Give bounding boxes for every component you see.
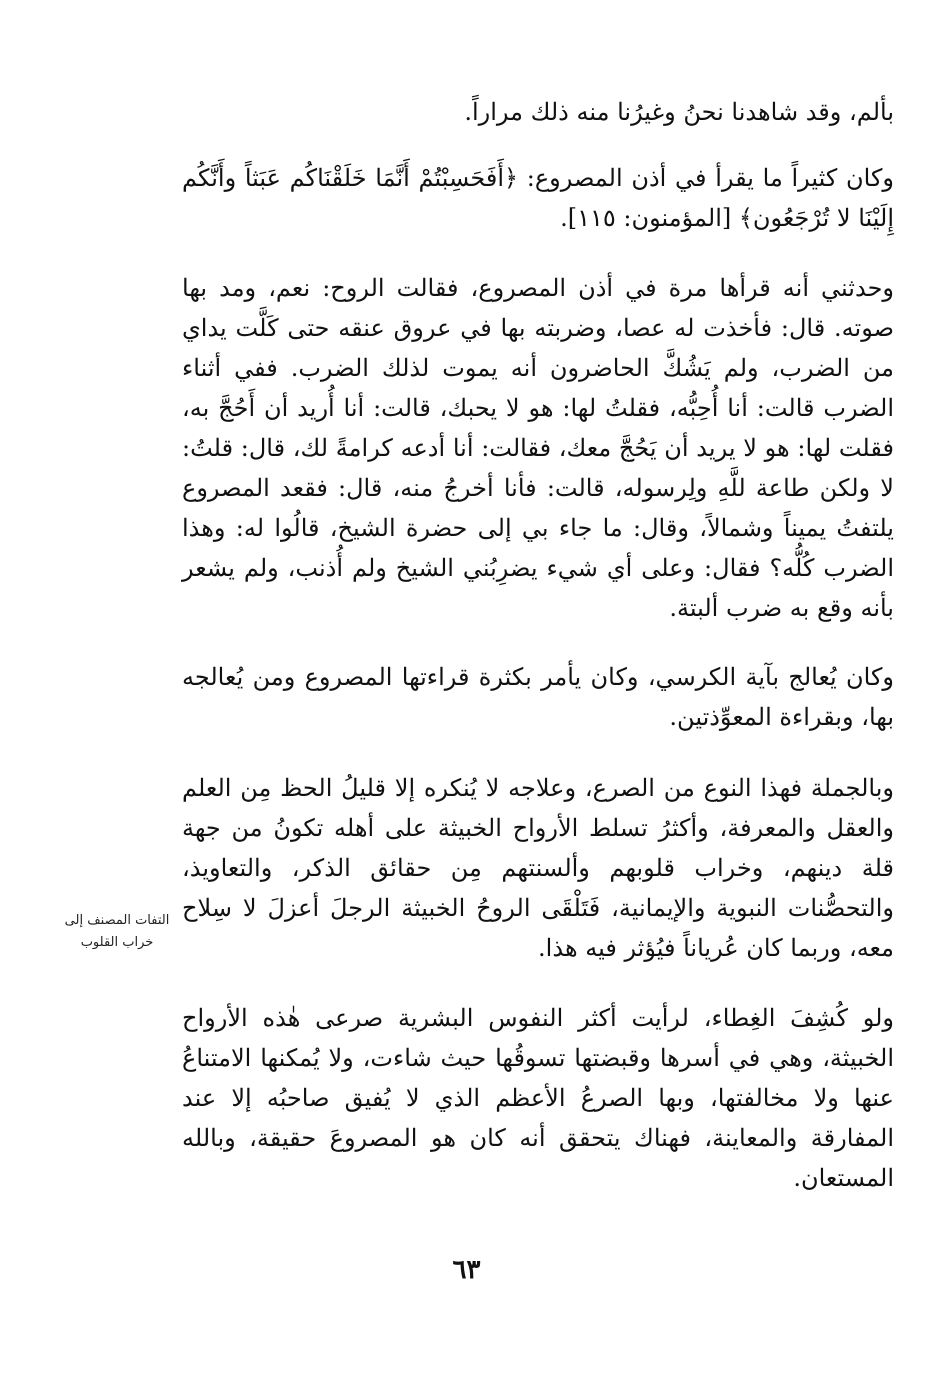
paragraph-4: وكان يُعالج بآية الكرسي، وكان يأمر بكثرة قراءتها المصروع ومن يُعالجه بها، وبقراءة المعوِّذتين.	[182, 663, 894, 731]
margin-note: التفات المصنف إلى خراب القلوب	[64, 913, 170, 950]
paragraph-1: بألم، وقد شاهدنا نحنُ وغيرُنا منه ذلك مراراً.	[464, 98, 894, 126]
paragraph-5: وبالجملة فهذا النوع من الصرع، وعلاجه لا يُنكره إلا قليلُ الحظ مِن العلم والعقل والمعرفة، وأكثرُ تسلط الأرواح الخبيثة على أهله تكونُ من جهة قلة دينهم، وخراب قلوبهم وألسنتهم مِن حقائق الذكر، والتعاويذ، والتحصُّنات النبوية والإيمانية، فَتَلْقَى الروحُ الخبيثة الرجلَ أعزلَ لا سِلاح معه، وربما كان عُرياناً فيُؤثر فيه هذا.	[182, 774, 894, 962]
paragraph-3: وحدثني أنه قرأها مرة في أذن المصروع، فقالت الروح: نعم، ومد بها صوته. قال: فأخذت له عصا، وضربته بها في عروق عنقه حتى كَلَّت يداي من الضرب، ولم يَشُكَّ الحاضرون أنه يموت لذلك الضرب. ففي أثناء الضرب قالت: أنا أُحِبُّه، فقلتُ لها: هو لا يحبك، قالت: أنا أُريد أن أَحُجَّ به، فقلت لها: هو لا يريد أن يَحُجَّ معك، فقالت: أنا أدعه كرامةً لك، قال: قلتُ: لا ولكن طاعة للَّهِ ولِرسوله، قالت: فأنا أخرجُ منه، قال: فقعد المصروع يلتفتُ يميناً وشمالاً، وقال: ما جاء بي إلى حضرة الشيخ، قالُوا له: وهذا الضرب كُلُّه؟ فقال: وعلى أي شيء يضرِبُني الشيخ ولم أُذنب، ولم يشعر بأنه وقع به ضرب ألبتة.	[182, 274, 894, 622]
paragraph-2-quran-quote: وكان كثيراً ما يقرأ في أذن المصروع: ﴿أَفَحَسِبْتُمْ أَنَّمَا خَلَقْنَاكُم عَبَثاً وأَنَّكُم إِلَيْنَا لا تُرْجَعُون﴾ [المؤمنون: ١١٥].	[182, 164, 894, 232]
body-text	[182, 92, 894, 1198]
page-number: ٦٣	[452, 1255, 481, 1285]
paragraph-6: ولو كُشِفَ الغِطاء، لرأيت أكثر النفوس البشرية صرعى هٰذه الأرواح الخبيثة، وهي في أسرها وقبضتها تسوقُها حيث شاءت، ولا يُمكنها الامتناعُ عنها ولا مخالفتها، وبها الصرعُ الأعظم الذي لا يُفيق صاحبُه إلا عند المفارقة والمعاينة، فهناك يتحقق أنه كان هو المصروعَ حقيقة، وبالله المستعان.	[182, 1004, 895, 1192]
